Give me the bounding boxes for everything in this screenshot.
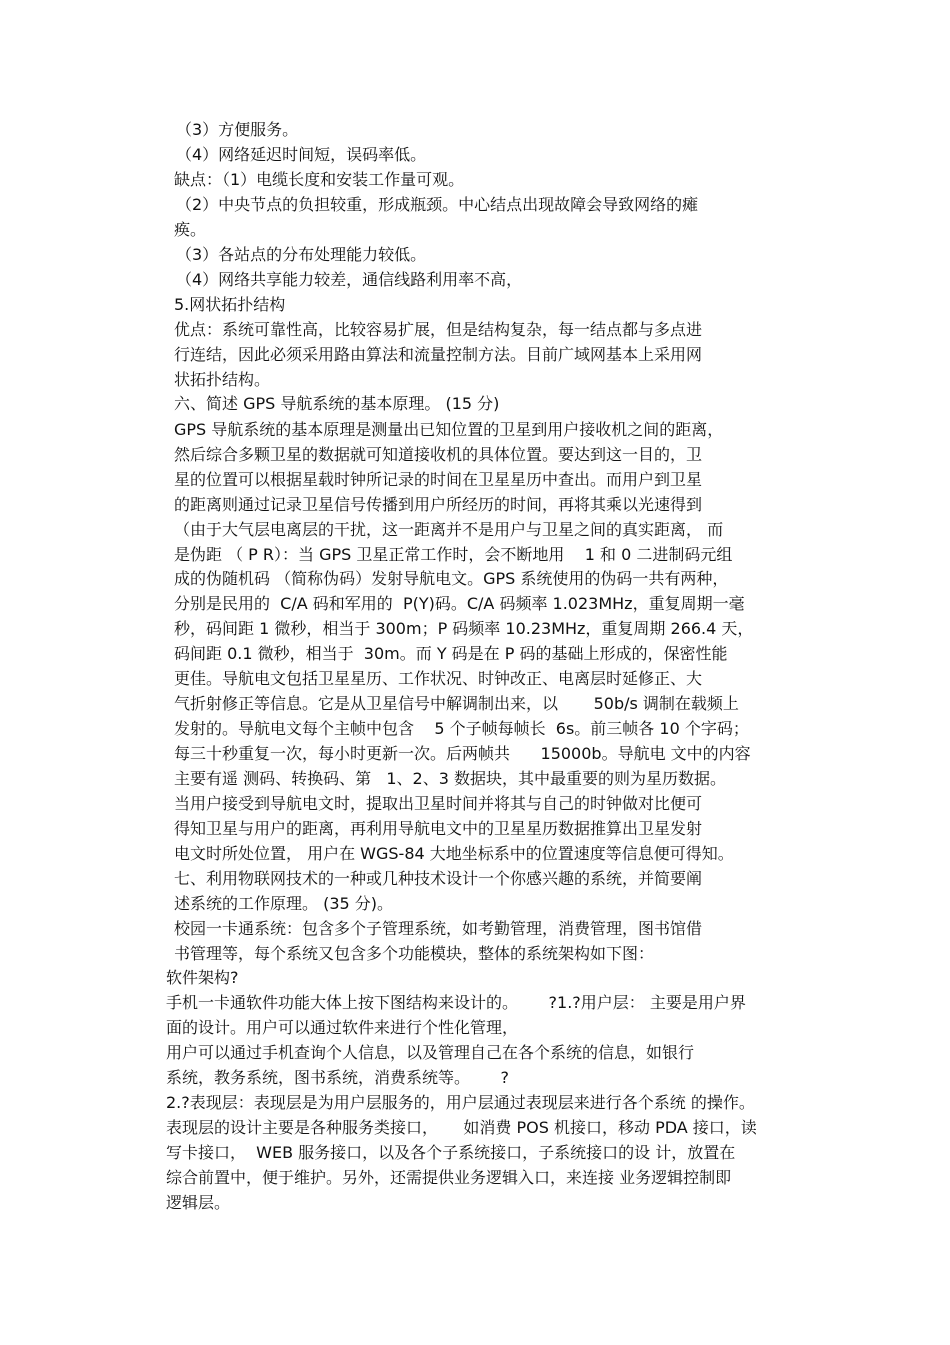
text-line: 综合前置中，便于维护。另外，还需提供业务逻辑入口，来连接 业务逻辑控制即 [166,1168,732,1187]
text-line: 然后综合多颗卫星的数据就可知道接收机的具体位置。要达到这一目的，卫 [174,445,703,464]
text-line: （2）中央节点的负担较重，形成瓶颈。中心结点出现故障会导致网络的瘫 [176,195,699,214]
text-line: 优点：系统可靠性高，比较容易扩展，但是结构复杂，每一结点都与多点进 [174,320,703,339]
text-line: 写卡接口， WEB 服务接口，以及各个子系统接口，子系统接口的设 计，放置在 [166,1143,736,1162]
text-line: 码间距 0.1 微秒，相当于 30m。而 Y 码是在 P 码的基础上形成的，保密性能 [174,644,728,663]
text-line: 的距离则通过记录卫星信号传播到用户所经历的时间，再将其乘以光速得到 [174,495,703,514]
text-line: 书管理等，每个系统又包含多个功能模块，整体的系统架构如下图： [174,944,655,963]
text-line: 成的伪随机码 （简称伪码）发射导航电文。GPS 系统使用的伪码一共有两种， [174,569,729,588]
text-line: 痪。 [174,220,207,239]
text-line: 星的位置可以根据星载时钟所记录的时间在卫星星历中查出。而用户到卫星 [174,470,703,489]
text-line: 行连结，因此必须采用路由算法和流量控制方法。目前广域网基本上采用网 [174,345,703,364]
text-line: （4）网络共享能力较差，通信线路利用率不高， [176,270,523,289]
text-line: 校园一卡通系统：包含多个子管理系统，如考勤管理，消费管理，图书馆借 [174,919,703,938]
text-line: 逻辑层。 [166,1193,231,1212]
text-line: 用户可以通过手机查询个人信息，以及管理自己在各个系统的信息，如银行 [166,1043,695,1062]
text-line: （4）网络延迟时间短，误码率低。 [176,145,427,164]
text-line: 系统，教务系统，图书系统，消费系统等。 ? [166,1068,510,1087]
text-line: 更佳。导航电文包括卫星星历、工作状况、时钟改正、电离层时延修正、大 [174,669,703,688]
text-line: 电文时所处位置， 用户在 WGS-84 大地坐标系中的位置速度等信息便可得知。 [174,844,734,863]
text-line: 缺点：（1）电缆长度和安装工作量可观。 [174,170,465,189]
text-line: 气折射修正等信息。它是从卫星信号中解调制出来，以 50b/s 调制在载频上 [174,694,739,713]
question-heading: 六、简述 GPS 导航系统的基本原理。 (15 分) [174,394,500,413]
text-line: 每三十秒重复一次，每小时更新一次。后两帧共 15000b。导航电 文中的内容 [174,744,751,763]
text-line: GPS 导航系统的基本原理是测量出已知位置的卫星到用户接收机之间的距离， [174,420,724,439]
question-heading: 七、利用物联网技术的一种或几种技术设计一个你感兴趣的系统，并简要阐 [174,869,703,888]
text-line: 状拓扑结构。 [174,370,271,389]
text-line: 手机一卡通软件功能大体上按下图结构来设计的。 ?1.?用户层： 主要是用户界 [166,993,746,1012]
text-line: 秒，码间距 1 微秒，相当于 300m；P 码频率 10.23MHz，重复周期 266.4 天， [174,619,754,638]
text-line: 得知卫星与用户的距离，再利用导航电文中的卫星星历数据推算出卫星发射 [174,819,703,838]
text-line: 2.?表现层：表现层是为用户层服务的，用户层通过表现层来进行各个系统 的操作。 [166,1093,755,1112]
text-line: 是伪距 （ P R）：当 GPS 卫星正常工作时，会不断地用 1 和 0 二进制码元组 [174,545,733,564]
text-line: 主要有遥 测码、转换码、第 1、2、3 数据块，其中最重要的则为星历数据。 [174,769,726,788]
text-line: （3）方便服务。 [176,120,299,139]
text-line: 分别是民用的 C/A 码和军用的 P(Y)码。C/A 码频率 1.023MHz，重复周期一毫 [174,594,745,613]
section-heading: 5.网状拓扑结构 [174,295,286,314]
text-line: 面的设计。用户可以通过软件来进行个性化管理， [166,1018,519,1037]
text-line: 发射的。导航电文每个主帧中包含 5 个子帧每帧长 6s。前三帧各 10 个字码； [174,719,749,738]
text-line: 当用户接受到导航电文时，提取出卫星时间并将其与自己的时钟做对比便可 [174,794,703,813]
text-line: （3）各站点的分布处理能力较低。 [176,245,427,264]
text-line: 软件架构? [166,968,239,987]
text-line: 表现层的设计主要是各种服务类接口， 如消费 POS 机接口，移动 PDA 接口，读 [166,1118,757,1137]
question-heading: 述系统的工作原理。 (35 分)。 [174,894,394,913]
text-line: （由于大气层电离层的干扰，这一距离并不是用户与卫星之间的真实距离， 而 [174,520,724,539]
